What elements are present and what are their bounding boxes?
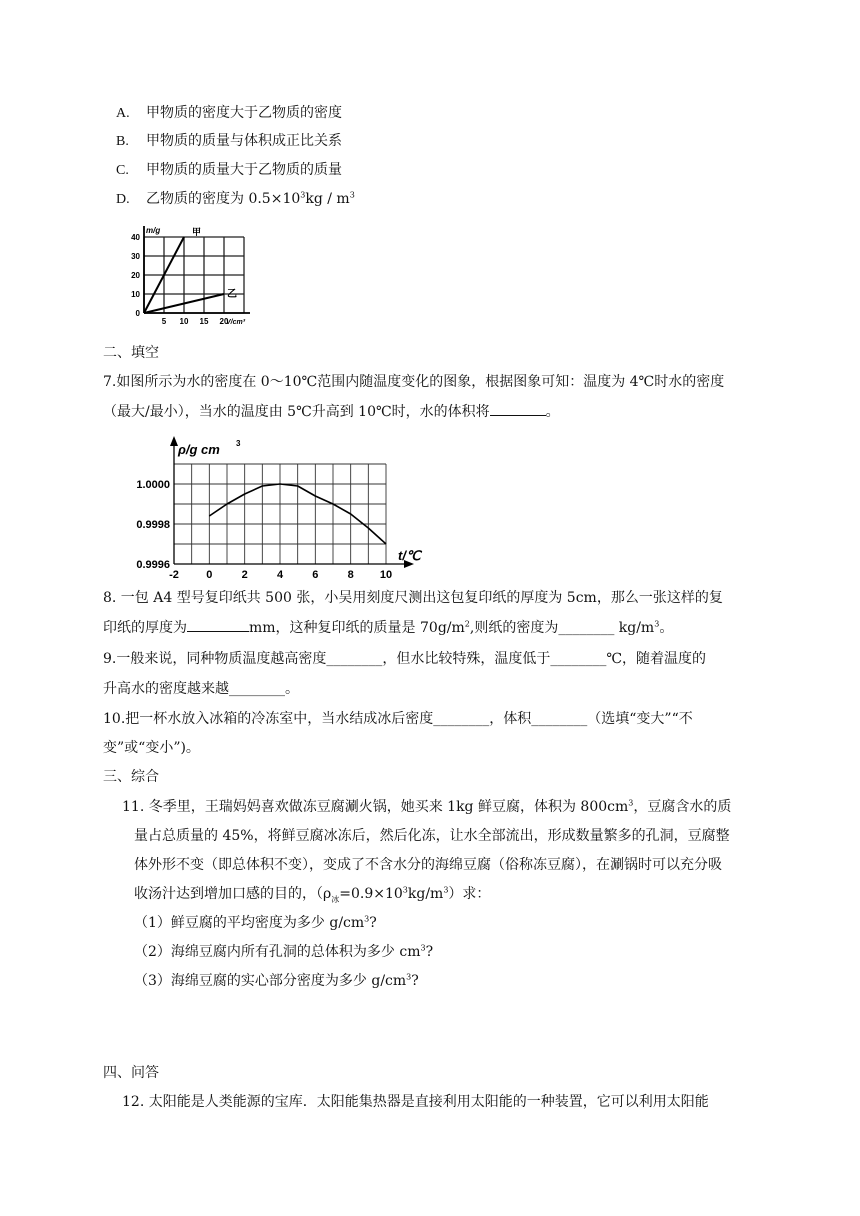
q7-text: （最大/最小），当水的温度由 5℃升高到 10℃时，水的体积将 [103,404,490,420]
q11-line3: 体外形不变（即总体积不变），变成了不含水分的海绵豆腐（俗称冻豆腐），在涮锅时可以充分吸 [134,857,722,873]
x-tick-label: 15 [199,317,209,326]
q11-sub3 [134,971,419,991]
y-axis-label: m/g [146,226,161,235]
q11-sub2 [134,942,433,962]
q11-text: ，豆腐含水的质 [633,799,732,815]
x-tick-label: 20 [219,317,229,326]
q8-line1: 8. 一包 A4 型号复印纸共 500 张，小吴用刻度尺测出这包复印纸的厚度为 5cm，那么一张这样的复 [103,590,723,606]
answer-blank[interactable] [187,617,249,632]
superscript: 3 [628,798,634,808]
section-title: 四、问答 [103,1065,159,1081]
y-tick-label: 1.0000 [136,479,170,491]
option-key: A. [116,106,130,121]
x-axis-label: t/℃ [398,548,421,563]
option-text: 甲物质的质量与体积成正比关系 [146,133,342,149]
option-text: 甲物质的质量大于乙物质的质量 [146,162,342,178]
option-text: 甲物质的密度大于乙物质的密度 [146,105,342,121]
superscript: 3 [402,885,408,895]
q11-text: ? [411,973,419,989]
q11-text: =0.9×10 [339,886,403,902]
x-tick-label: 5 [161,317,167,326]
q8-line2 [103,617,673,638]
q7-line1: 7.如图所示为水的密度在 0～10℃范围内随温度变化的图象，根据图象可知：温度为 4℃时水的密度 [103,374,725,390]
q11-text: 11. 冬季里，王瑞妈妈喜欢做冻豆腐涮火锅，她买来 1kg 鲜豆腐，体积为 800cm [122,799,629,815]
option-key: D. [116,192,130,207]
q11-line4 [134,884,490,904]
subscript: 冰 [331,894,340,904]
q11-text: kg/m [407,886,444,902]
water-density-chart [124,432,424,582]
q11-line1 [122,797,731,817]
mass-volume-chart [118,226,268,326]
x-tick-label: 10 [179,317,189,326]
q7-end: 。 [545,404,560,420]
x-tick-label: -2 [169,569,179,581]
q11-text: 收汤汁达到增加口感的目的，（ρ [134,886,332,902]
section-title: 三、综合 [103,769,159,785]
superscript: 3 [364,914,370,924]
x-tick-label: 6 [312,569,319,581]
q9-line2: 升高水的密度越来越________。 [103,681,299,697]
q11-sub1 [134,913,377,933]
option-d [116,189,355,210]
y-tick-label: 20 [131,271,140,280]
q11-text: ? [425,944,434,960]
y-tick-label: 40 [131,233,140,242]
answer-blank[interactable] [490,401,546,416]
x-tick-label: 2 [241,569,248,581]
option-b [116,131,342,152]
superscript: 3 [443,885,449,895]
option-c [116,160,342,181]
q11-text: （1）鲜豆腐的平均密度为多少 g/cm [134,915,365,931]
x-axis-label: V/cm³ [226,319,246,326]
y-tick-label: 0.9996 [136,559,170,571]
option-key: C. [116,163,129,178]
q9-line1: 9.一般来说，同种物质温度越高密度________，但水比较特殊，温度低于________℃，随着温度的 [103,651,707,667]
q10-line2: 变”或“变小”)。 [103,740,200,756]
superscript: 3 [300,190,306,200]
option-text: 乙物质的密度为 0.5×10 [146,191,301,207]
q11-text: ）求： [448,886,491,902]
y-axis-label: ρ/g cm [178,442,220,457]
q10-line1: 10.把一杯水放入冰箱的冷冻室中，当水结成冰后密度________，体积________（选填“变大”“不 [103,711,693,727]
superscript: 3 [420,943,426,953]
option-key: B. [116,134,129,149]
series-label: 甲 [192,227,202,237]
series-label: 乙 [227,289,237,300]
q11-text: （2）海绵豆腐内所有孔洞的总体积为多少 cm [134,944,421,960]
y-tick-label: 0.9998 [136,519,170,531]
q8-text: 印纸的厚度为 [103,620,187,636]
q12-line1: 12. 太阳能是人类能源的宝库．太阳能集热器是直接利用太阳能的一种装置，它可以利用太阳能 [122,1094,709,1110]
section-title: 二、填空 [103,345,159,361]
q11-text: （3）海绵豆腐的实心部分密度为多少 g/cm [134,973,407,989]
x-tick-label: 4 [276,569,284,581]
y-tick-label: 30 [131,252,140,261]
q11-text: ? [369,915,377,931]
superscript: 3 [406,972,412,982]
superscript: 2 [464,619,470,629]
q8-end: 。 [659,620,674,636]
y-tick-label: 10 [131,290,140,299]
y-axis-arrow [170,436,178,446]
x-tick-label: 0 [206,569,213,581]
option-a [116,103,342,124]
x-tick-label: 8 [347,569,354,581]
q7-line2 [103,401,560,422]
superscript: 3 [654,619,660,629]
y-axis-label-superscript: 3 [236,439,241,448]
q8-text: mm，这种复印纸的质量是 70g/m [249,620,465,636]
y-tick-label: 0 [135,309,140,318]
q11-line2: 量占总质量的 45%，将鲜豆腐冰冻后，然后化冻，让水全部流出，形成数量繁多的孔洞，豆腐整 [134,828,730,844]
q8-text: ,则纸的密度为________ kg/m [469,620,655,636]
superscript: 3 [349,190,355,200]
option-text-unit: kg / m [305,191,350,207]
x-tick-label: 10 [379,569,393,581]
